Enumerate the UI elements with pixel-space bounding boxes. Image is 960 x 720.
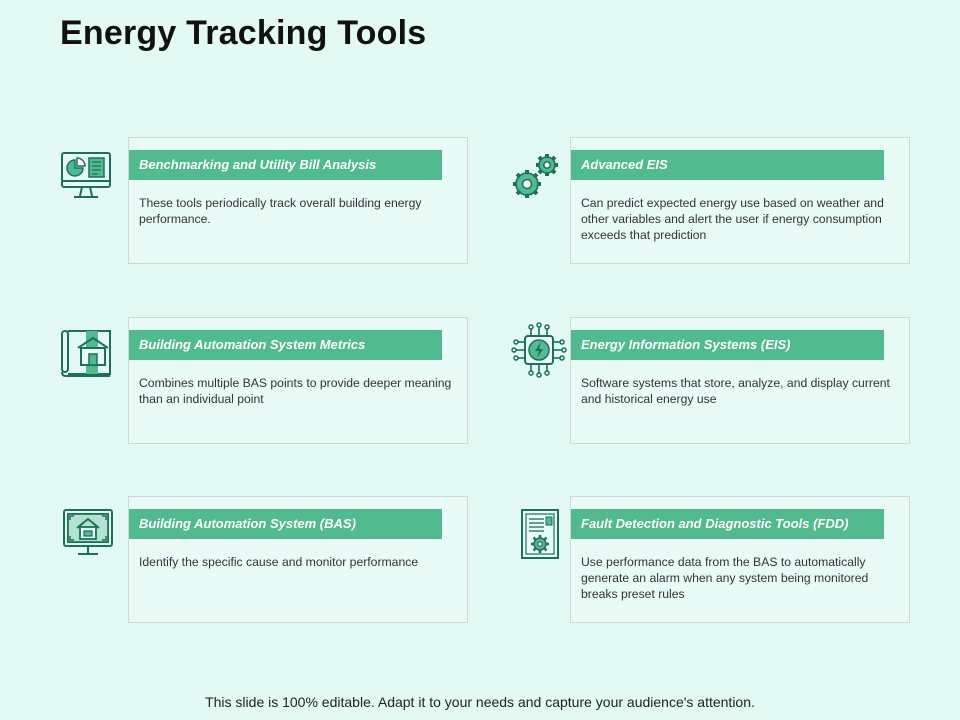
card-description: Combines multiple BAS points to provide deeper meaning than an individual point: [139, 376, 452, 406]
smart-home-monitor-icon: [60, 506, 116, 562]
card-heading: Building Automation System Metrics: [129, 330, 442, 360]
monitor-dashboard-icon: [58, 148, 114, 204]
card-description: Software systems that store, analyze, and display current and historical energy use: [581, 376, 890, 406]
tool-card-bas: [128, 496, 468, 623]
tool-card-fdd: [570, 496, 910, 623]
page-title: Energy Tracking Tools: [60, 14, 427, 52]
tool-card-eis: [570, 317, 910, 444]
card-heading: Benchmarking and Utility Bill Analysis: [129, 150, 442, 180]
card-description: These tools periodically track overall building energy performance.: [139, 196, 422, 226]
card-description: Use performance data from the BAS to automatically generate an alarm when any system being monitored breaks preset rules: [581, 555, 869, 601]
card-heading: Advanced EIS: [571, 150, 884, 180]
tool-card-advanced-eis: [570, 137, 910, 264]
card-heading: Energy Information Systems (EIS): [571, 330, 884, 360]
card-heading: Fault Detection and Diagnostic Tools (FDD): [571, 509, 884, 539]
footer-note: This slide is 100% editable. Adapt it to your needs and capture your audience's attention.: [205, 694, 755, 710]
card-description: Can predict expected energy use based on weather and other variables and alert the user if energy consumption exceeds that prediction: [581, 196, 884, 242]
document-gear-icon: [512, 506, 568, 562]
gears-icon: [509, 150, 565, 206]
building-blueprint-icon: [58, 326, 114, 382]
energy-chip-icon: [511, 322, 567, 378]
card-heading: Building Automation System (BAS): [129, 509, 442, 539]
card-description: Identify the specific cause and monitor performance: [139, 555, 419, 569]
tool-card-bas-metrics: [128, 317, 468, 444]
tool-card-benchmarking: [128, 137, 468, 264]
